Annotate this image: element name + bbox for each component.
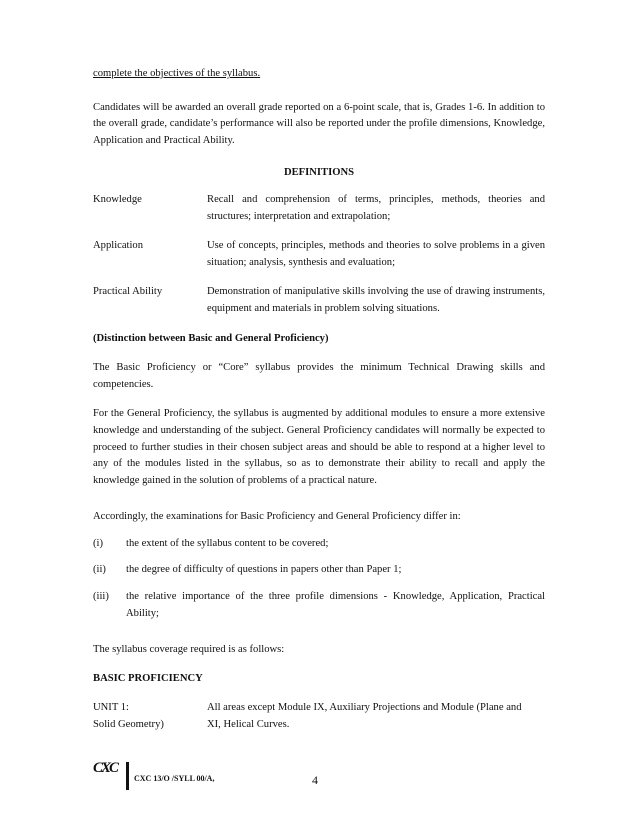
definition-desc: Recall and comprehension of terms, principles, methods, theories and structures; interpretation and extrapolation; <box>207 193 545 222</box>
list-number: (i) <box>93 537 103 549</box>
definition-term: Knowledge <box>93 193 142 205</box>
basic-paragraph: The Basic Proficiency or “Core” syllabus provides the minimum Technical Drawing skills and competencies. <box>93 362 545 390</box>
differences-list <box>93 536 545 622</box>
definition-application <box>93 238 545 271</box>
unit-desc: XI, Helical Curves. <box>207 719 290 731</box>
list-text: the degree of difficulty of questions in papers other than Paper 1; <box>126 564 402 576</box>
unit-term: UNIT 1: <box>93 702 129 714</box>
distinction-heading: (Distinction between Basic and General Proficiency) <box>93 332 329 344</box>
definition-practical-ability <box>93 284 545 317</box>
basic-proficiency-heading: BASIC PROFICIENCY <box>93 672 203 684</box>
definition-desc: Use of concepts, principles, methods and theories to solve problems in a given situation; analysis, synthesis and evaluation; <box>207 240 545 268</box>
list-item <box>93 536 545 553</box>
intro-paragraph: Candidates will be awarded an overall grade reported on a 6-point scale, that is, Grades 1-6. In addition to the overall grade, candidate’s performance will also be reported under the profile dimensions, Knowledge, Application and Practical Ability. <box>93 101 545 146</box>
unit-row <box>93 717 545 734</box>
unit-term: Solid Geometry) <box>93 719 164 731</box>
unit-block <box>93 700 545 733</box>
list-text: the relative importance of the three profile dimensions - Knowledge, Application, Practical Ability; <box>126 591 545 619</box>
definition-term: Practical Ability <box>93 286 163 298</box>
definitions-list <box>93 192 545 318</box>
cxc-logo: CXC <box>93 760 118 776</box>
document-body <box>93 66 545 734</box>
definition-term: Application <box>93 240 144 252</box>
definitions-heading: DEFINITIONS <box>283 167 355 179</box>
syllabus-code: CXC 13/O /SYLL 00/A, <box>134 774 215 783</box>
list-number: (iii) <box>93 591 109 603</box>
general-paragraph: For the General Proficiency, the syllabus is augmented by additional modules to ensure a more extensive knowledge and understanding of the subject. General Proficiency candidates will normally be expected to proceed to further studies in their chosen subject areas and should be able to respond at a higher level to any of the modules listed in the syllabus, so as to demonstrate their ability to recall and apply the knowledge gained in the solution of problems of a practical nature. <box>93 408 545 486</box>
list-item <box>93 562 545 579</box>
list-number: (ii) <box>93 564 106 576</box>
coverage-paragraph: The syllabus coverage required is as follows: <box>93 644 285 656</box>
definition-desc: Demonstration of manipulative skills involving the use of drawing instruments, equipment and materials in problem solving situations. <box>207 286 545 314</box>
unit-desc: All areas except Module IX, Auxiliary Projections and Module (Plane and <box>207 702 522 714</box>
page-number: 4 <box>312 773 318 787</box>
list-text: the extent of the syllabus content to be covered; <box>126 537 329 549</box>
list-item <box>93 589 545 622</box>
top-line: complete the objectives of the syllabus. <box>93 68 261 79</box>
footer-divider <box>126 762 129 790</box>
definition-knowledge <box>93 192 545 225</box>
accordingly-paragraph: Accordingly, the examinations for Basic Proficiency and General Proficiency differ in: <box>93 511 461 523</box>
page-footer <box>93 760 545 794</box>
unit-row <box>93 700 545 717</box>
